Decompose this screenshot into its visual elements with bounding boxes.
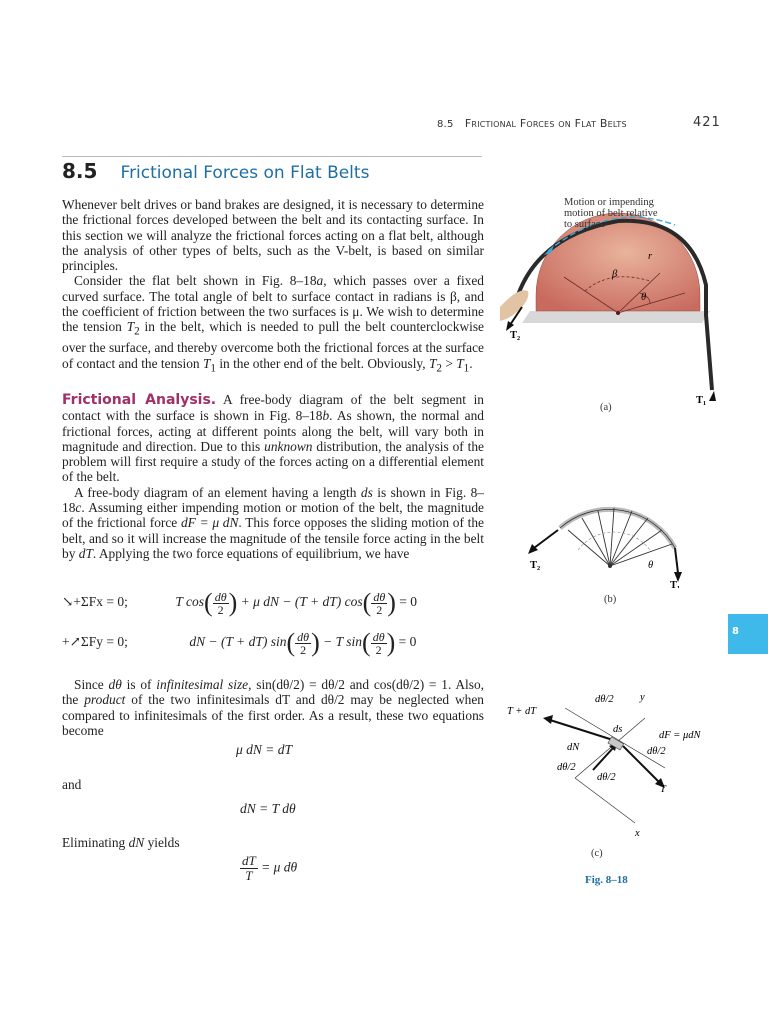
- chapter-tab: [728, 614, 768, 654]
- svg-text:T₂: T₂: [530, 560, 541, 571]
- text-and: and: [62, 777, 82, 792]
- svg-text:ds: ds: [613, 724, 623, 735]
- svg-text:dθ/2: dθ/2: [597, 772, 616, 783]
- element-free-body-diagram: [505, 688, 725, 838]
- section-title: Frictional Forces on Flat Belts: [120, 163, 370, 183]
- svg-text:θ: θ: [648, 560, 654, 571]
- paragraph-consider: Consider the flat belt shown in Fig. 8–18a, which passes over a fixed curved surface. The total angle of belt to surface contact in radians is β, and the coefficient of friction between the two surfaces is μ. We wish to determine the tension $T_2$ in the belt, which is needed to pull the belt counterclockwise over the surface, and thereby overcome both the frictional forces at the surface of contact and the tension $T_1$ in the other end of the belt. Obviously, $T_2 > T_1$.: [62, 273, 484, 375]
- svg-text:T₂: T₂: [510, 330, 521, 341]
- svg-text:dθ/2: dθ/2: [595, 694, 614, 705]
- body-text-block-2: [62, 392, 484, 561]
- belt-free-body-diagram: [520, 488, 720, 588]
- figure-a-label: (a): [600, 402, 612, 413]
- svg-text:r: r: [648, 251, 653, 262]
- figure-8-18a: [500, 195, 740, 415]
- svg-text:x: x: [635, 828, 640, 838]
- svg-text:β: β: [612, 269, 618, 280]
- paragraph-since: Since dθ is of infinitesimal size, sin(dθ/2) = dθ/2 and cos(dθ/2) = 1. Also, the product of the two infinitesimals dT and dθ/2 may be neglected when compared to infinitesimals of the first order. As a result, these two equations become: [62, 677, 485, 738]
- running-head-title: Frictional Forces on Flat Belts: [464, 117, 627, 130]
- page-number: 421: [693, 115, 721, 130]
- svg-text:T: T: [660, 784, 666, 795]
- equation-sum-fx: ↘+ΣFx = 0; T cos( $\frac{d\theta}{2}$ ) + μ dN − (T + dT) cos( $\frac{d\theta}{2}$ ) = 0: [62, 588, 418, 617]
- svg-text:T₁: T₁: [696, 395, 707, 406]
- paragraph-intro: Whenever belt drives or band brakes are designed, it is necessary to determine the frictional forces developed between the belt and its contacting surface. In this section we will analyze the frictional forces acting on a flat belt, although the analysis of other types of belts, such as the V-belt, is based on similar principles.: [62, 197, 484, 274]
- paragraph-element: A free-body diagram of an element having a length ds is shown in Fig. 8–18c. Assuming either impending motion or motion of the belt, the magnitude of the frictional force dF = μ dN. This force opposes the sliding motion of the belt, and so it will increase the magnitude of the tensile force acting in the belt by dT. Applying the two force equations of equilibrium, we have: [62, 484, 485, 561]
- figure-caption: Fig. 8–18: [585, 874, 628, 886]
- svg-text:dθ/2: dθ/2: [557, 762, 576, 773]
- svg-text:T + dT: T + dT: [507, 706, 537, 717]
- motion-annotation: Motion or impending motion of belt relative to surface: [564, 197, 658, 230]
- figure-c-label: (c): [591, 848, 603, 859]
- equation-sum-fy: +↗ΣFy = 0; dN − (T + dT) sin( $\frac{d\theta}{2}$ ) − T sin( $\frac{d\theta}{2}$ ) = 0: [62, 628, 417, 657]
- section-heading: [62, 159, 369, 183]
- figure-b-label: (b): [604, 594, 617, 605]
- svg-text:dN: dN: [567, 742, 580, 753]
- equation-dt-over-t: $\frac{dT}{T}$ = μ dθ: [242, 853, 298, 883]
- section-rule: [62, 156, 482, 157]
- svg-text:T₁: T₁: [670, 580, 681, 588]
- figure-8-18c: [505, 688, 725, 888]
- svg-text:θ: θ: [641, 292, 647, 303]
- text-eliminating: Eliminating dN yields: [62, 835, 180, 850]
- chapter-tab-label: 8: [732, 626, 739, 637]
- runin-heading: Frictional Analysis.: [62, 392, 217, 408]
- running-head-section-number: 8.5: [437, 119, 454, 130]
- body-text-block-3: [62, 677, 484, 738]
- equation-dn: dN = T dθ: [240, 801, 296, 816]
- svg-text:dF = μdN: dF = μdN: [659, 730, 701, 741]
- body-text-block-1: [62, 197, 484, 377]
- svg-text:y: y: [640, 692, 645, 703]
- section-number: 8.5: [62, 159, 98, 183]
- equation-mu-dn: μ dN = dT: [236, 742, 293, 757]
- paragraph-frictional-analysis: Frictional Analysis. A free-body diagram of the belt segment in contact with the surface is shown in Fig. 8–18b. As shown, the normal and frictional forces, acting at different points along the belt, will vary both in magnitude and direction. Due to this unknown distribution, the analysis of the problem will first require a study of the forces acting on a differential element of the belt.: [62, 392, 484, 485]
- running-head: [437, 117, 627, 130]
- figure-8-18b: [520, 488, 720, 608]
- svg-text:dθ/2: dθ/2: [647, 746, 666, 757]
